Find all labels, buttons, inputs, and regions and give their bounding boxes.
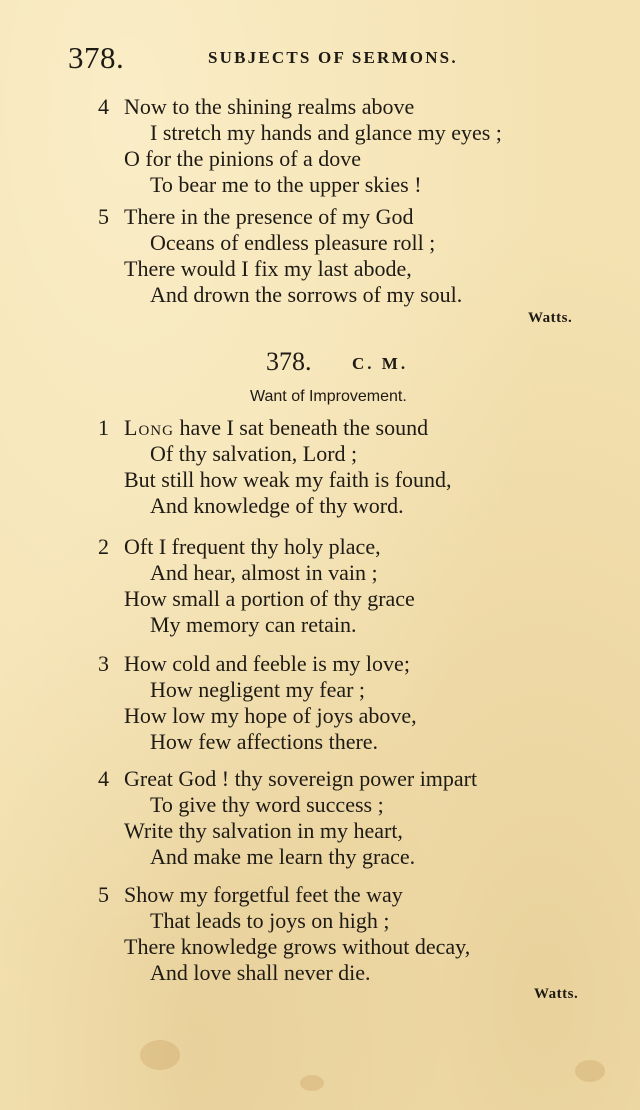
hymn-subtitle: Want of Improvement. bbox=[250, 388, 407, 405]
verse-line: My memory can retain. bbox=[150, 612, 357, 637]
verse-line: To give thy word success ; bbox=[150, 792, 384, 817]
verse-line: And love shall never die. bbox=[150, 960, 371, 985]
first-line-rest: have I sat beneath the sound bbox=[173, 415, 429, 440]
verse-line: Now to the shining realms above bbox=[124, 94, 415, 119]
paper-stain bbox=[300, 1075, 324, 1091]
verse-number: 4 bbox=[98, 766, 109, 791]
verse-line: And drown the sorrows of my soul. bbox=[150, 282, 463, 307]
verse-number: 2 bbox=[98, 534, 109, 559]
verse-number: 5 bbox=[98, 882, 109, 907]
paper-stain bbox=[140, 1040, 180, 1070]
hymn-attribution: Watts. bbox=[528, 310, 573, 326]
page-header bbox=[68, 40, 500, 76]
hymn-number: 378. bbox=[266, 347, 312, 376]
hymn-meter: C. M. bbox=[352, 354, 409, 373]
page-number: 378. bbox=[68, 40, 125, 75]
verse-line: Show my forgetful feet the way bbox=[124, 882, 403, 907]
verse-line: There knowledge grows without decay, bbox=[124, 934, 471, 959]
verse-line: How small a portion of thy grace bbox=[124, 586, 415, 611]
verse-line: That leads to joys on high ; bbox=[150, 908, 390, 933]
verse-line: Great God ! thy sovereign power impart bbox=[124, 766, 478, 791]
verse-line: To bear me to the upper skies ! bbox=[150, 172, 422, 197]
first-word-small-caps: Long bbox=[124, 415, 174, 440]
verse-line: Oceans of endless pleasure roll ; bbox=[150, 230, 436, 255]
verse-line: Oft I frequent thy holy place, bbox=[124, 534, 381, 559]
verse-line: And knowledge of thy word. bbox=[150, 493, 404, 518]
running-head: SUBJECTS OF SERMONS. bbox=[208, 48, 458, 67]
verse-number: 1 bbox=[98, 415, 109, 440]
hymn-attribution: Watts. bbox=[534, 986, 579, 1002]
verse-line bbox=[124, 415, 428, 441]
verse-line: I stretch my hands and glance my eyes ; bbox=[150, 120, 502, 145]
verse-line: And make me learn thy grace. bbox=[150, 844, 416, 869]
verse-line: Write thy salvation in my heart, bbox=[124, 818, 403, 843]
verse-line: There in the presence of my God bbox=[124, 204, 414, 229]
verse-line: How cold and feeble is my love; bbox=[124, 651, 410, 676]
verse-line: How low my hope of joys above, bbox=[124, 703, 417, 728]
verse-line: There would I fix my last abode, bbox=[124, 256, 412, 281]
verse-number: 3 bbox=[98, 651, 109, 676]
verse-line: And hear, almost in vain ; bbox=[150, 560, 378, 585]
paper-stain bbox=[575, 1060, 605, 1082]
verse-line: How negligent my fear ; bbox=[150, 677, 366, 702]
verse-line: But still how weak my faith is found, bbox=[124, 467, 452, 492]
verse-number: 4 bbox=[98, 94, 109, 119]
verse-line: Of thy salvation, Lord ; bbox=[150, 441, 358, 466]
verse-number: 5 bbox=[98, 204, 109, 229]
verse-line: How few affections there. bbox=[150, 729, 379, 754]
verse-line: O for the pinions of a dove bbox=[124, 146, 362, 171]
